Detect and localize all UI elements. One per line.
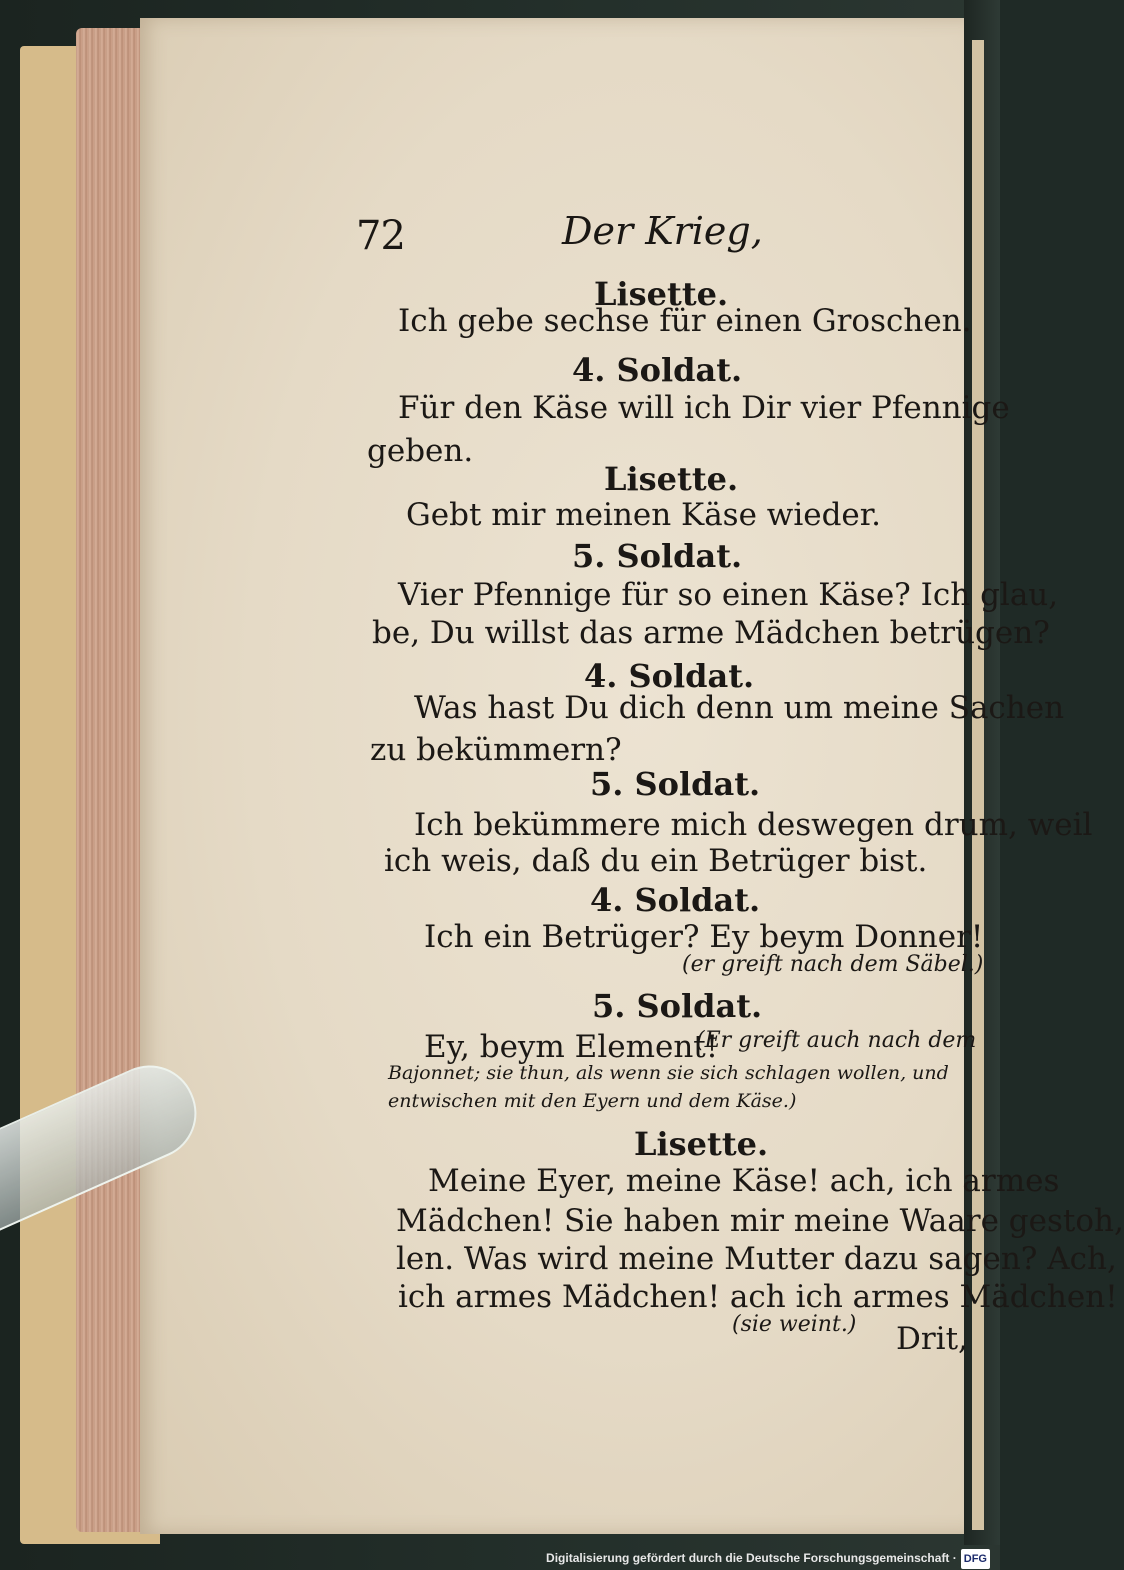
stage-direction: (er greift nach dem Säbel.) bbox=[682, 952, 984, 977]
dfg-logo: DFG bbox=[961, 1549, 990, 1569]
dialogue-line: Was hast Du dich denn um meine Sachen bbox=[414, 690, 1065, 726]
dialogue-line: Ich bekümmere mich deswegen drum, weil bbox=[414, 807, 1093, 843]
page-number: 72 bbox=[356, 213, 405, 259]
dialogue-line: Mädchen! Sie haben mir meine Waare gestoh, bbox=[396, 1203, 1124, 1239]
speaker-name: 5. Soldat. bbox=[590, 765, 761, 803]
speaker-name: 4. Soldat. bbox=[590, 881, 761, 919]
dialogue-line: be, Du willst das arme Mädchen betrügen? bbox=[372, 615, 1050, 651]
dialogue-line: Gebt mir meinen Käse wieder. bbox=[406, 497, 882, 533]
stage-direction: entwischen mit den Eyern und dem Käse.) bbox=[388, 1090, 797, 1112]
stage-direction: (sie weint.) bbox=[732, 1312, 857, 1337]
page-header bbox=[356, 205, 916, 265]
dialogue-line: zu bekümmern? bbox=[370, 732, 622, 768]
speaker-name: 4. Soldat. bbox=[572, 351, 743, 389]
speaker-name: Lisette. bbox=[594, 275, 729, 313]
speaker-name: Lisette. bbox=[634, 1125, 769, 1163]
speaker-name: 5. Soldat. bbox=[592, 987, 763, 1025]
running-title: Der Krieg, bbox=[562, 209, 763, 253]
speaker-name: 5. Soldat. bbox=[572, 537, 743, 575]
dialogue-line: len. Was wird meine Mutter dazu sagen? Ach, bbox=[396, 1241, 1117, 1277]
dialogue-line: Ich ein Betrüger? Ey beym Donner! bbox=[424, 919, 984, 955]
dialogue-line: Vier Pfennige für so einen Käse? Ich glau, bbox=[398, 577, 1059, 613]
catchword: Drit, bbox=[896, 1321, 968, 1357]
digitization-credit bbox=[546, 1548, 990, 1568]
dialogue-line: Für den Käse will ich Dir vier Pfennige bbox=[398, 390, 1010, 426]
speaker-name: Lisette. bbox=[604, 460, 739, 498]
stage-direction: (Er greift auch nach dem bbox=[696, 1028, 977, 1053]
dialogue-line: Ich gebe sechse für einen Groschen. bbox=[398, 303, 972, 339]
dialogue-line: Ey, beym Element! bbox=[424, 1029, 719, 1065]
dialogue-line: geben. bbox=[367, 433, 474, 469]
credit-text: Digitalisierung gefördert durch die Deutsche Forschungsgemeinschaft · bbox=[546, 1551, 957, 1565]
dialogue-line: ich armes Mädchen! ach ich armes Mädchen! bbox=[398, 1279, 1118, 1315]
dialogue-line: ich weis, daß du ein Betrüger bist. bbox=[384, 843, 928, 879]
stage-direction: Bajonnet; sie thun, als wenn sie sich schlagen wollen, und bbox=[388, 1062, 949, 1084]
page-edges bbox=[76, 28, 148, 1532]
speaker-name: 4. Soldat. bbox=[584, 657, 755, 695]
dialogue-line: Meine Eyer, meine Käse! ach, ich armes bbox=[428, 1163, 1060, 1199]
